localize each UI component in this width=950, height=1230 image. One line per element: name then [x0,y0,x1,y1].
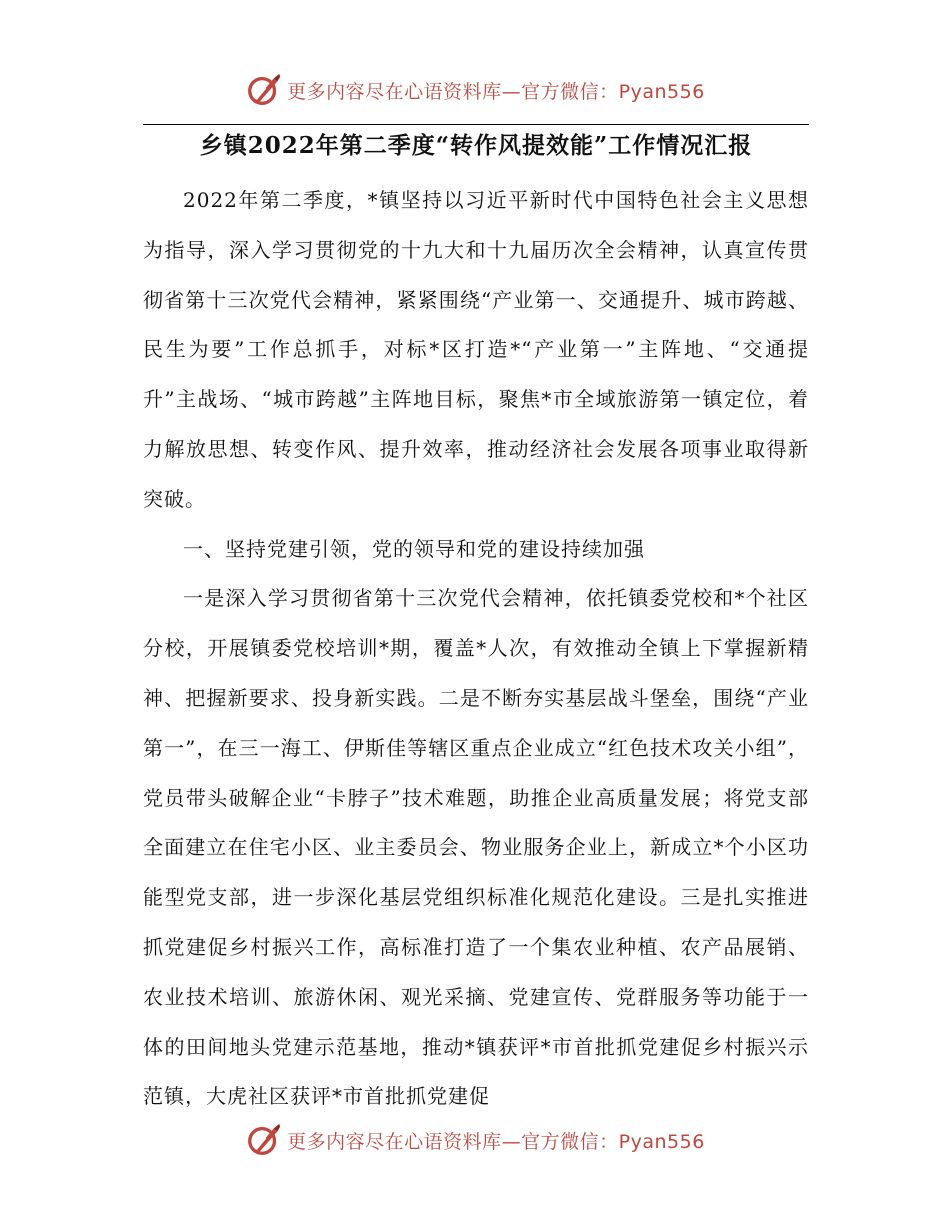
header-banner-text: 更多内容尽在心语资料库—官方微信：Pyan556 [287,80,705,103]
footer-banner-text: 更多内容尽在心语资料库—官方微信：Pyan556 [287,1130,705,1153]
quill-pen-logo-icon [245,71,283,109]
document-body [143,176,809,1122]
header-banner [0,70,950,110]
title-divider [143,124,809,125]
section-heading: 一、坚持党建引领，党的领导和党的建设持续加强 [183,536,645,561]
body-paragraph: 一是深入学习贯彻省第十三次党代会精神，依托镇委党校和*个社区分校，开展镇委党校培训*期，覆盖*人次，有效推动全镇上下掌握新精神、把握新要求、投身新实践。二是不断夯实基层战斗堡垒，围绕“产业第一”，在三一海工、伊斯佳等辖区重点企业成立“红色技术攻关小组”，党员带头破解企业“卡脖子”技术难题，助推企业高质量发展；将党支部全面建立在住宅小区、业主委员会、物业服务企业上，新成立*个小区功能型党支部，进一步深化基层党组织标准化规范化建设。三是扎实推进抓党建促乡村振兴工作，高标准打造了一个集农业种植、农产品展销、农业技术培训、旅游休闲、观光采摘、党建宣传、党群服务等功能于一体的田间地头党建示范基地，推动*镇获评*市首批抓党建促乡村振兴示范镇，大虎社区获评*市首批抓党建促 [143,586,809,1109]
quill-pen-logo-icon [245,1121,283,1159]
intro-paragraph: 2022年第二季度，*镇坚持以习近平新时代中国特色社会主义思想为指导，深入学习贯彻党的十九大和十九届历次全会精神，认真宣传贯彻省第十三次党代会精神，紧紧围绕“产业第一、交通提升、城市跨越、民生为要”工作总抓手，对标*区打造*“产业第一”主阵地、“交通提升”主战场、“城市跨越”主阵地目标，聚焦*市全域旅游第一镇定位，着力解放思想、转变作风、提升效率，推动经济社会发展各项事业取得新突破。 [143,188,809,511]
footer-banner [0,1120,950,1160]
document-title: 乡镇2022年第二季度“转作风提效能”工作情况汇报 [199,132,753,159]
